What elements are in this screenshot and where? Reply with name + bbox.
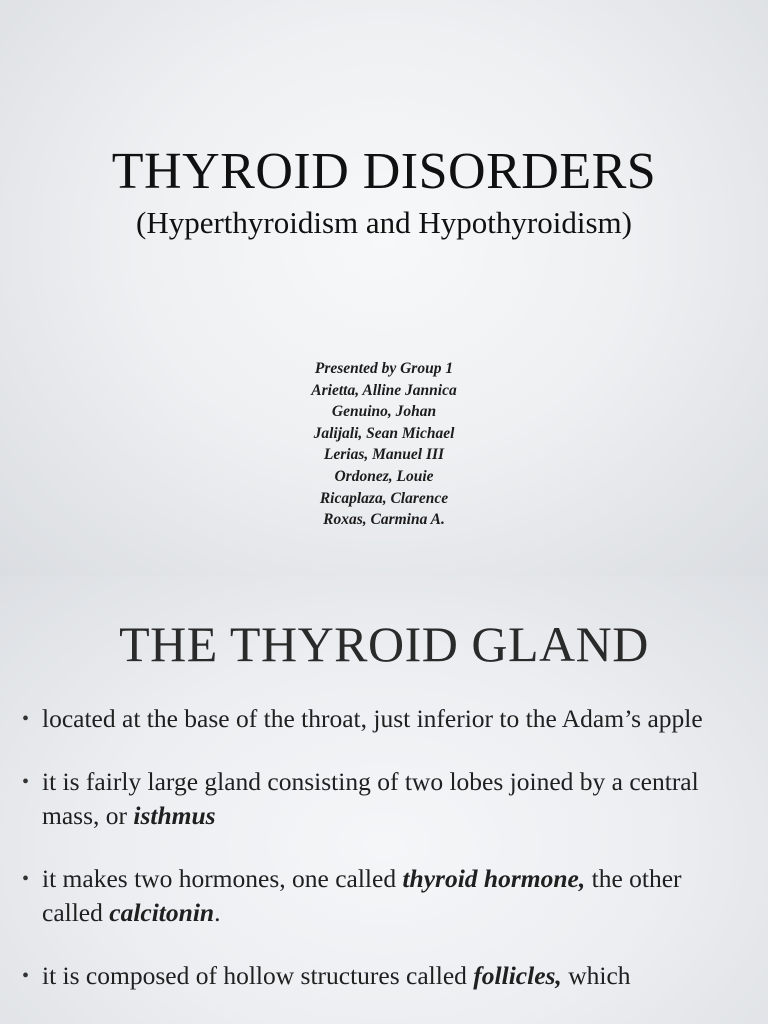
presenter-name: Ricaplaza, Clarence	[319, 489, 449, 507]
content-slide	[0, 576, 768, 1024]
presenter-name: Ordonez, Louie	[334, 467, 434, 485]
bullet-emphasis: follicles,	[473, 961, 562, 990]
bullet-text: it is fairly large gland consisting of two lobes joined by a central mass, or	[42, 767, 699, 830]
presenter-name: Lerias, Manuel III	[323, 446, 445, 464]
bullet-item	[0, 702, 768, 736]
bullet-item	[0, 959, 768, 993]
bullet-text: which	[561, 961, 631, 990]
slide-subtitle: (Hyperthyroidism and Hypothyroidism)	[136, 205, 632, 240]
bullet-text: located at the base of the throat, just inferior to the Adam’s apple	[42, 704, 703, 733]
bullet-text: it makes two hormones, one called	[42, 864, 403, 893]
bullet-icon: •	[22, 868, 30, 890]
bullet-icon: •	[22, 771, 30, 793]
bullet-text: .	[214, 898, 221, 927]
bullet-icon: •	[22, 708, 30, 730]
bullet-text: it is composed of hollow structures called	[42, 961, 474, 990]
bullet-item	[0, 862, 768, 930]
presenter-name: Genuino, Johan	[331, 403, 437, 421]
slide-title: THE THYROID GLAND	[119, 616, 649, 672]
bullet-icon: •	[22, 965, 30, 987]
bullet-text: the other called	[42, 864, 682, 927]
presenter-name: Jalijali, Sean Michael	[313, 424, 455, 442]
presenter-heading: Presented by Group 1	[314, 360, 454, 377]
presenter-list	[0, 358, 768, 531]
bullet-emphasis: calcitonin	[109, 898, 215, 927]
bullet-list	[0, 702, 768, 1022]
slide-title: THYROID DISORDERS	[111, 143, 657, 200]
bullet-emphasis: isthmus	[133, 801, 216, 830]
bullet-emphasis: thyroid hormone,	[402, 864, 586, 893]
bullet-item	[0, 765, 768, 833]
presenter-name: Arietta, Alline Jannica	[311, 381, 457, 399]
presenter-name: Roxas, Carmina A.	[323, 511, 445, 529]
